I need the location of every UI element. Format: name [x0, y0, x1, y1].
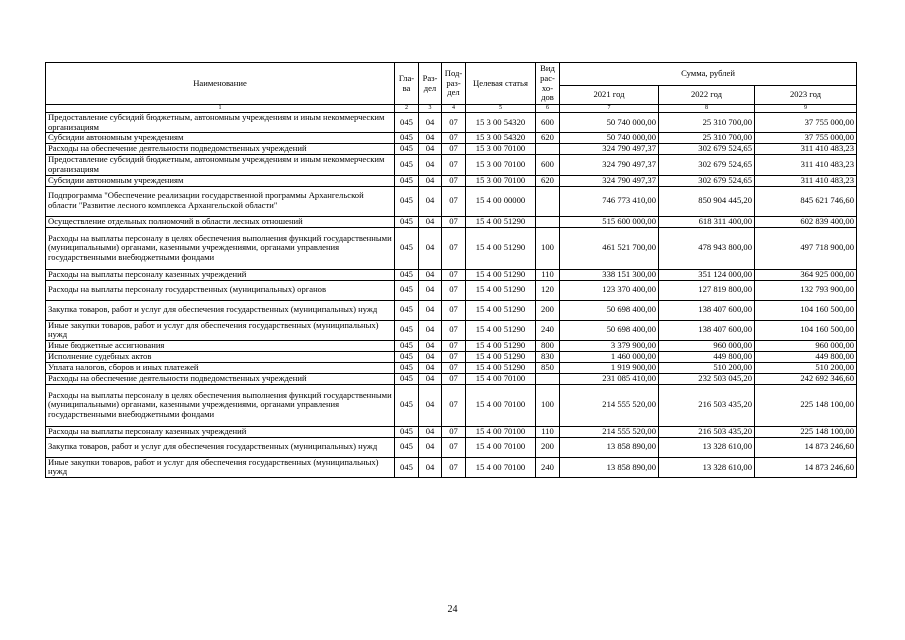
- row-razdel: 04: [419, 320, 442, 340]
- header-2021: 2021 год: [560, 86, 659, 105]
- column-number: 3: [419, 105, 442, 113]
- row-vid: 200: [536, 300, 560, 320]
- row-sum-2021: 50 698 400,00: [560, 300, 659, 320]
- row-name: Расходы на выплаты персоналу в целях обеспечения выполнения функций государственными (муниципальными) органами, казенными учреждениями, органами управления государственными внебюджетными фондами: [46, 227, 395, 269]
- row-podrazdel: 07: [442, 227, 466, 269]
- row-glava: 045: [395, 155, 419, 175]
- row-sum-2021: 231 085 410,00: [560, 373, 659, 384]
- row-sum-2022: 138 407 600,00: [659, 300, 755, 320]
- header-podrazdel: Под-раз-дел: [442, 63, 466, 105]
- row-sum-2023: 497 718 900,00: [755, 227, 857, 269]
- row-glava: 045: [395, 269, 419, 280]
- row-sum-2021: 123 370 400,00: [560, 280, 659, 300]
- table-row: [46, 144, 857, 155]
- row-name: Расходы на выплаты персоналу казенных учреждений: [46, 269, 395, 280]
- row-sum-2021: 50 740 000,00: [560, 133, 659, 144]
- row-sum-2021: 3 379 900,00: [560, 340, 659, 351]
- row-vid: 600: [536, 113, 560, 133]
- table-row: [46, 113, 857, 133]
- row-target: 15 3 00 70100: [466, 155, 536, 175]
- column-number: 1: [46, 105, 395, 113]
- row-sum-2023: 311 410 483,23: [755, 155, 857, 175]
- row-glava: 045: [395, 144, 419, 155]
- row-vid: 200: [536, 437, 560, 457]
- row-podrazdel: 07: [442, 113, 466, 133]
- row-sum-2022: 216 503 435,20: [659, 384, 755, 426]
- row-vid: 800: [536, 340, 560, 351]
- table-body: [46, 113, 857, 478]
- row-glava: 045: [395, 457, 419, 477]
- row-podrazdel: 07: [442, 437, 466, 457]
- row-podrazdel: 07: [442, 133, 466, 144]
- row-vid: 830: [536, 351, 560, 362]
- table-row: [46, 320, 857, 340]
- row-name: Подпрограмма "Обеспечение реализации государственной программы Архангельской области "Развитие лесного комплекса Архангельской области": [46, 186, 395, 216]
- row-podrazdel: 07: [442, 155, 466, 175]
- row-sum-2022: 25 310 700,00: [659, 113, 755, 133]
- row-razdel: 04: [419, 280, 442, 300]
- row-vid: [536, 216, 560, 227]
- row-target: 15 3 00 54320: [466, 133, 536, 144]
- row-sum-2021: 50 698 400,00: [560, 320, 659, 340]
- row-sum-2023: 104 160 500,00: [755, 320, 857, 340]
- row-glava: 045: [395, 426, 419, 437]
- row-podrazdel: 07: [442, 373, 466, 384]
- row-name: Осуществление отдельных полномочий в области лесных отношений: [46, 216, 395, 227]
- row-sum-2023: 242 692 346,60: [755, 373, 857, 384]
- table-row: [46, 269, 857, 280]
- table-row: [46, 457, 857, 477]
- row-sum-2023: 960 000,00: [755, 340, 857, 351]
- row-sum-2021: 50 740 000,00: [560, 113, 659, 133]
- row-target: 15 4 00 51290: [466, 216, 536, 227]
- table-row: [46, 155, 857, 175]
- row-target: 15 4 00 70100: [466, 437, 536, 457]
- row-podrazdel: 07: [442, 300, 466, 320]
- row-vid: 100: [536, 227, 560, 269]
- column-number: 4: [442, 105, 466, 113]
- table-row: [46, 280, 857, 300]
- row-podrazdel: 07: [442, 216, 466, 227]
- row-name: Исполнение судебных актов: [46, 351, 395, 362]
- table-row: [46, 384, 857, 426]
- row-razdel: 04: [419, 216, 442, 227]
- row-sum-2023: 845 621 746,60: [755, 186, 857, 216]
- row-sum-2021: 461 521 700,00: [560, 227, 659, 269]
- column-number: 9: [755, 105, 857, 113]
- row-glava: 045: [395, 373, 419, 384]
- row-podrazdel: 07: [442, 320, 466, 340]
- page-number: 24: [447, 604, 458, 615]
- row-razdel: 04: [419, 269, 442, 280]
- row-vid: [536, 144, 560, 155]
- row-sum-2023: 225 148 100,00: [755, 426, 857, 437]
- row-name: Уплата налогов, сборов и иных платежей: [46, 362, 395, 373]
- row-name: Субсидии автономным учреждениям: [46, 175, 395, 186]
- table-row: [46, 175, 857, 186]
- row-glava: 045: [395, 384, 419, 426]
- row-glava: 045: [395, 362, 419, 373]
- row-razdel: 04: [419, 113, 442, 133]
- row-sum-2021: 324 790 497,37: [560, 175, 659, 186]
- header-2022: 2022 год: [659, 86, 755, 105]
- row-podrazdel: 07: [442, 351, 466, 362]
- row-sum-2022: 478 943 800,00: [659, 227, 755, 269]
- row-sum-2023: 37 755 000,00: [755, 133, 857, 144]
- row-sum-2022: 127 819 800,00: [659, 280, 755, 300]
- row-sum-2021: 13 858 890,00: [560, 437, 659, 457]
- row-sum-2022: 13 328 610,00: [659, 457, 755, 477]
- table-row: [46, 340, 857, 351]
- row-razdel: 04: [419, 227, 442, 269]
- row-sum-2022: 302 679 524,65: [659, 175, 755, 186]
- row-name: Расходы на обеспечение деятельности подведомственных учреждений: [46, 144, 395, 155]
- header-sum: Сумма, рублей: [560, 63, 857, 86]
- row-glava: 045: [395, 227, 419, 269]
- column-number: 6: [536, 105, 560, 113]
- row-target: 15 4 00 70100: [466, 426, 536, 437]
- column-number: 2: [395, 105, 419, 113]
- row-glava: 045: [395, 280, 419, 300]
- row-sum-2021: 1 460 000,00: [560, 351, 659, 362]
- row-name: Закупка товаров, работ и услуг для обеспечения государственных (муниципальных) нужд: [46, 437, 395, 457]
- row-name: Иные закупки товаров, работ и услуг для обеспечения государственных (муниципальных) нужд: [46, 320, 395, 340]
- row-vid: 620: [536, 175, 560, 186]
- row-sum-2021: 746 773 410,00: [560, 186, 659, 216]
- row-vid: 110: [536, 269, 560, 280]
- row-sum-2021: 13 858 890,00: [560, 457, 659, 477]
- header-razdel: Раз-дел: [419, 63, 442, 105]
- row-glava: 045: [395, 175, 419, 186]
- row-name: Расходы на выплаты персоналу казенных учреждений: [46, 426, 395, 437]
- row-podrazdel: 07: [442, 144, 466, 155]
- row-podrazdel: 07: [442, 340, 466, 351]
- row-razdel: 04: [419, 186, 442, 216]
- row-target: 15 4 00 51290: [466, 280, 536, 300]
- row-razdel: 04: [419, 362, 442, 373]
- row-sum-2021: 324 790 497,37: [560, 144, 659, 155]
- row-target: 15 3 00 54320: [466, 113, 536, 133]
- row-sum-2023: 602 839 400,00: [755, 216, 857, 227]
- row-glava: 045: [395, 340, 419, 351]
- row-sum-2022: 850 904 445,20: [659, 186, 755, 216]
- column-number: 8: [659, 105, 755, 113]
- row-glava: 045: [395, 133, 419, 144]
- row-target: 15 4 00 70100: [466, 457, 536, 477]
- row-sum-2023: 14 873 246,60: [755, 457, 857, 477]
- row-name: Субсидии автономным учреждениям: [46, 133, 395, 144]
- table-row: [46, 216, 857, 227]
- row-target: 15 3 00 70100: [466, 144, 536, 155]
- row-vid: 240: [536, 320, 560, 340]
- row-sum-2021: 214 555 520,00: [560, 384, 659, 426]
- row-sum-2023: 14 873 246,60: [755, 437, 857, 457]
- row-name: Предоставление субсидий бюджетным, автономным учреждениям и иным некоммерческим организациям: [46, 155, 395, 175]
- row-sum-2022: 13 328 610,00: [659, 437, 755, 457]
- table-row: [46, 362, 857, 373]
- budget-table: [45, 62, 857, 478]
- row-podrazdel: 07: [442, 457, 466, 477]
- row-target: 15 4 00 51290: [466, 269, 536, 280]
- row-target: 15 4 00 51290: [466, 227, 536, 269]
- row-name: Предоставление субсидий бюджетным, автономным учреждениям и иным некоммерческим организациям: [46, 113, 395, 133]
- row-razdel: 04: [419, 340, 442, 351]
- row-target: 15 4 00 51290: [466, 351, 536, 362]
- row-razdel: 04: [419, 384, 442, 426]
- row-target: 15 4 00 51290: [466, 320, 536, 340]
- row-sum-2022: 449 800,00: [659, 351, 755, 362]
- row-target: 15 4 00 70100: [466, 384, 536, 426]
- column-number: 7: [560, 105, 659, 113]
- row-sum-2022: 302 679 524,65: [659, 155, 755, 175]
- row-sum-2022: 351 124 000,00: [659, 269, 755, 280]
- row-razdel: 04: [419, 351, 442, 362]
- row-glava: 045: [395, 437, 419, 457]
- row-podrazdel: 07: [442, 280, 466, 300]
- header-vid: Вид рас-хо-дов: [536, 63, 560, 105]
- row-sum-2021: 338 151 300,00: [560, 269, 659, 280]
- row-vid: 600: [536, 155, 560, 175]
- table-row: [46, 437, 857, 457]
- row-glava: 045: [395, 113, 419, 133]
- row-glava: 045: [395, 320, 419, 340]
- row-target: 15 4 00 70100: [466, 373, 536, 384]
- row-razdel: 04: [419, 457, 442, 477]
- row-name: Иные бюджетные ассигнования: [46, 340, 395, 351]
- row-razdel: 04: [419, 155, 442, 175]
- row-podrazdel: 07: [442, 362, 466, 373]
- row-sum-2022: 138 407 600,00: [659, 320, 755, 340]
- row-sum-2023: 510 200,00: [755, 362, 857, 373]
- row-razdel: 04: [419, 300, 442, 320]
- row-podrazdel: 07: [442, 186, 466, 216]
- row-sum-2022: 960 000,00: [659, 340, 755, 351]
- row-sum-2023: 449 800,00: [755, 351, 857, 362]
- row-glava: 045: [395, 300, 419, 320]
- table-row: [46, 351, 857, 362]
- row-razdel: 04: [419, 175, 442, 186]
- row-sum-2022: 25 310 700,00: [659, 133, 755, 144]
- table-row: [46, 227, 857, 269]
- row-name: Закупка товаров, работ и услуг для обеспечения государственных (муниципальных) нужд: [46, 300, 395, 320]
- row-sum-2023: 364 925 000,00: [755, 269, 857, 280]
- row-vid: 620: [536, 133, 560, 144]
- header-name: Наименование: [46, 63, 395, 105]
- row-target: 15 4 00 51290: [466, 300, 536, 320]
- table-row: [46, 426, 857, 437]
- row-name: Расходы на обеспечение деятельности подведомственных учреждений: [46, 373, 395, 384]
- row-sum-2021: 515 600 000,00: [560, 216, 659, 227]
- header-target: Целевая статья: [466, 63, 536, 105]
- row-sum-2021: 214 555 520,00: [560, 426, 659, 437]
- row-sum-2023: 311 410 483,23: [755, 144, 857, 155]
- row-sum-2023: 132 793 900,00: [755, 280, 857, 300]
- row-sum-2022: 302 679 524,65: [659, 144, 755, 155]
- row-vid: [536, 186, 560, 216]
- column-number: 5: [466, 105, 536, 113]
- row-sum-2023: 37 755 000,00: [755, 113, 857, 133]
- row-name: Иные закупки товаров, работ и услуг для обеспечения государственных (муниципальных) нужд: [46, 457, 395, 477]
- row-razdel: 04: [419, 144, 442, 155]
- row-razdel: 04: [419, 373, 442, 384]
- row-vid: [536, 373, 560, 384]
- table-row: [46, 373, 857, 384]
- row-vid: 110: [536, 426, 560, 437]
- row-sum-2022: 618 311 400,00: [659, 216, 755, 227]
- row-podrazdel: 07: [442, 384, 466, 426]
- row-target: 15 3 00 70100: [466, 175, 536, 186]
- row-glava: 045: [395, 351, 419, 362]
- header-glava: Гла-ва: [395, 63, 419, 105]
- row-sum-2021: 324 790 497,37: [560, 155, 659, 175]
- row-sum-2022: 232 503 045,20: [659, 373, 755, 384]
- row-name: Расходы на выплаты персоналу в целях обеспечения выполнения функций государственными (муниципальными) органами, казенными учреждениями, органами управления государственными внебюджетными фондами: [46, 384, 395, 426]
- row-podrazdel: 07: [442, 175, 466, 186]
- row-razdel: 04: [419, 133, 442, 144]
- row-vid: 850: [536, 362, 560, 373]
- table-row: [46, 133, 857, 144]
- row-target: 15 4 00 51290: [466, 340, 536, 351]
- row-glava: 045: [395, 216, 419, 227]
- row-vid: 120: [536, 280, 560, 300]
- row-target: 15 4 00 00000: [466, 186, 536, 216]
- row-sum-2023: 311 410 483,23: [755, 175, 857, 186]
- row-sum-2022: 510 200,00: [659, 362, 755, 373]
- row-name: Расходы на выплаты персоналу государственных (муниципальных) органов: [46, 280, 395, 300]
- row-target: 15 4 00 51290: [466, 362, 536, 373]
- header-2023: 2023 год: [755, 86, 857, 105]
- row-podrazdel: 07: [442, 269, 466, 280]
- row-sum-2021: 1 919 900,00: [560, 362, 659, 373]
- row-razdel: 04: [419, 426, 442, 437]
- table-row: [46, 186, 857, 216]
- row-sum-2023: 225 148 100,00: [755, 384, 857, 426]
- table-row: [46, 300, 857, 320]
- row-vid: 240: [536, 457, 560, 477]
- row-glava: 045: [395, 186, 419, 216]
- row-sum-2022: 216 503 435,20: [659, 426, 755, 437]
- row-sum-2023: 104 160 500,00: [755, 300, 857, 320]
- row-podrazdel: 07: [442, 426, 466, 437]
- row-vid: 100: [536, 384, 560, 426]
- row-razdel: 04: [419, 437, 442, 457]
